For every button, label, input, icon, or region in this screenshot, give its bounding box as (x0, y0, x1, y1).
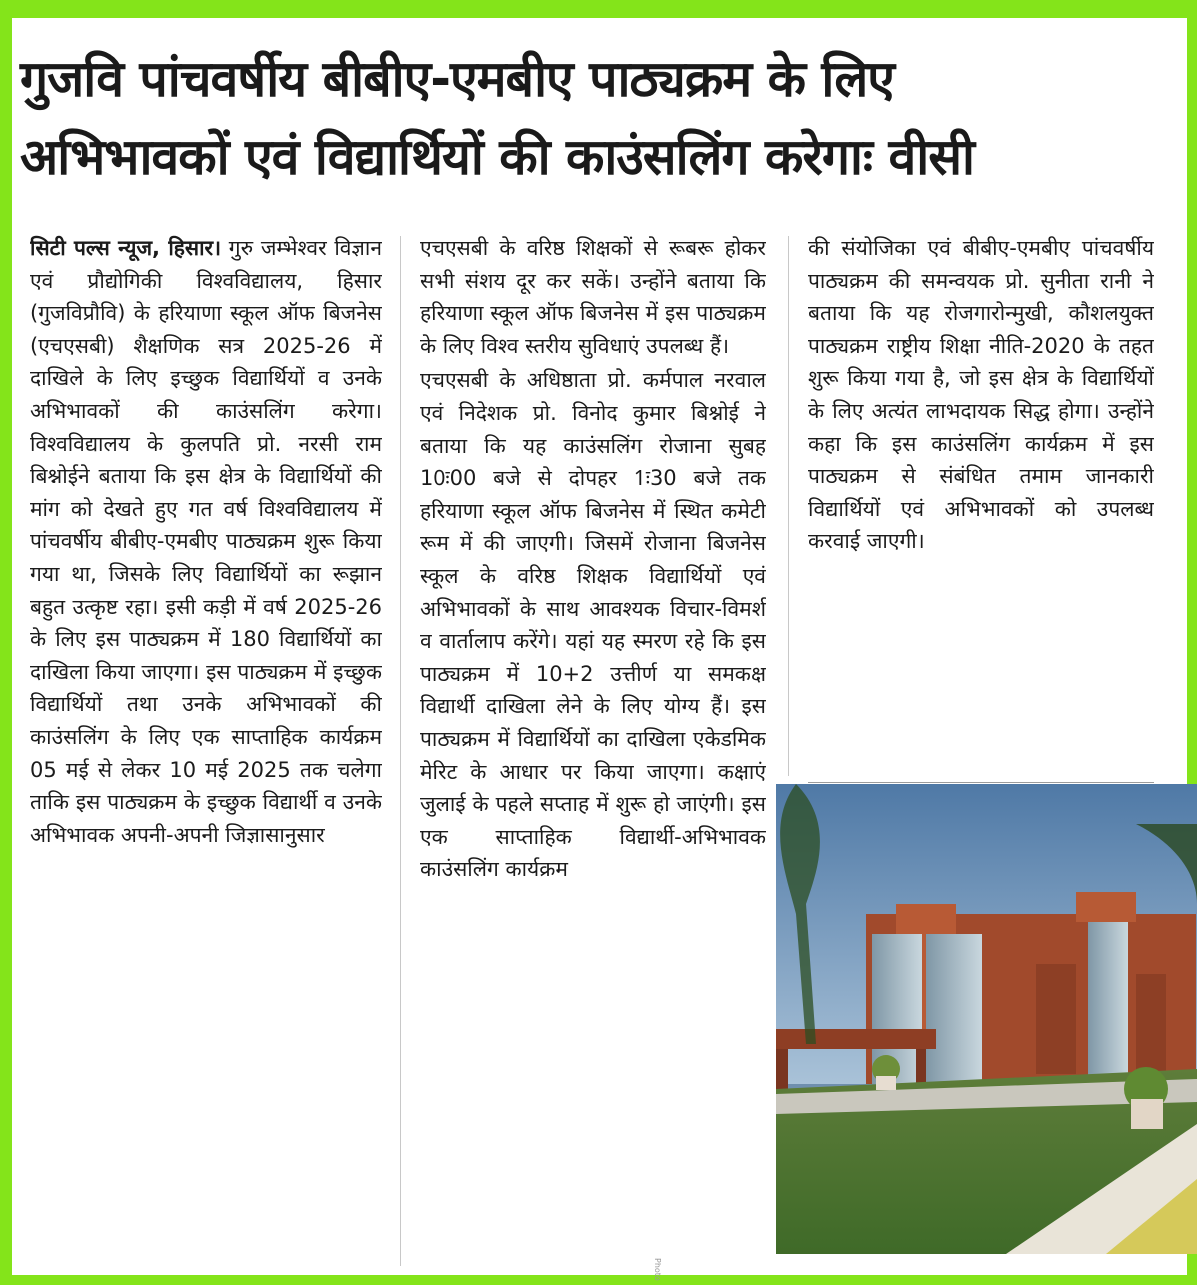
article-paragraph: एचएसबी के वरिष्ठ शिक्षकों से रूबरू होकर सभी संशय दूर कर सकें। उन्होंने बताया कि हरियाणा स्कूल ऑफ बिजनेस में इस पाठ्यक्रम के लिए विश्व स्तरीय सुविधाएं उपलब्ध हैं। (420, 236, 766, 358)
business-school-photo (776, 784, 1197, 1254)
dateline: सिटी पल्स न्यूज, हिसार। (30, 236, 222, 260)
headline-line-2: अभिभावकों एवं विद्यार्थियों की काउंसलिंग करेगाः वीसी (20, 128, 974, 186)
article-column-1 (30, 232, 382, 1282)
article-paragraph: एचएसबी के अधिष्ठाता प्रो. कर्मपाल नरवाल एवं निदेशक प्रो. विनोद कुमार बिश्नोई ने बताया कि यह काउंसलिंग रोजाना सुबह 10ः00 बजे से दोपहर 1ः30 बजे तक हरियाणा स्कूल ऑफ बिजनेस में स्थित कमेटी रूम में की जाएगी। जिसमें रोजाना बिजनेस स्कूल के वरिष्ठ शिक्षक विद्यार्थियों एवं अभिभावकों के साथ आवश्यक विचार-विमर्श व वार्तालाप करेंगे। यहां यह स्मरण रहे कि इस पाठ्यक्रम में 10+2 उत्तीर्ण या समकक्ष विद्यार्थी दाखिला लेने के लिए योग्य हैं। इस पाठ्यक्रम में विद्यार्थियों का दाखिला एकेडमिक मेरिट के आधार पर किया जाएगा। कक्षाएं जुलाई के पहले सप्ताह में शुरू हो जाएंगी। इस एक साप्ताहिक विद्यार्थी-अभिभावक काउंसलिंग कार्यक्रम (420, 368, 766, 882)
column-divider-1 (400, 236, 401, 1266)
article-paragraph (30, 232, 382, 851)
column-divider-2 (788, 236, 789, 776)
article-column-2 (420, 232, 766, 1282)
headline (20, 40, 1170, 196)
headline-line-1: गुजवि पांचवर्षीय बीबीए-एमबीए पाठ्यक्रम के लिए (20, 50, 894, 108)
article-paragraph: की संयोजिका एवं बीबीए-एमबीए पांचवर्षीय पाठ्यक्रम की समन्वयक प्रो. सुनीता रानी ने बताया कि यह रोजगारोन्मुखी, कौशलयुक्त पाठ्यक्रम राष्ट्रीय शिक्षा नीति-2020 के तहत शुरू किया गया है, जो इस क्षेत्र के विद्यार्थियों के लिए अत्यंत लाभदायक सिद्ध होगा। उन्होंने कहा कि इस काउंसलिंग कार्यक्रम में इस पाठ्यक्रम से संबंधित तमाम जानकारी विद्यार्थियों एवं अभिभावकों को उपलब्ध करवाई जाएगी। (808, 236, 1154, 554)
paragraph-text: गुरु जम्भेश्वर विज्ञान एवं प्रौद्योगिकी विश्वविद्यालय, हिसार (गुजविप्रौवि) के हरियाणा स्कूल ऑफ बिजनेस (एचएसबी) शैक्षणिक सत्र 2025-26 में दाखिले के लिए इच्छुक विद्यार्थियों व उनके अभिभावकों की काउंसलिंग करेगा। विश्वविद्यालय के कुलपति प्रो. नरसी राम बिश्नोईने बताया कि इस क्षेत्र के विद्यार्थियों की मांग को देखते हुए गत वर्ष विश्वविद्यालय में पांचवर्षीय बीबीए-एमबीए पाठ्यक्रम शुरू किया गया था, जिसके लिए विद्यार्थियों का रूझान बहुत उत्कृष्ट रहा। इसी कड़ी में वर्ष 2025-26 के लिए इस पाठ्यक्रम में 180 विद्यार्थियों का दाखिला किया जाएगा। इस पाठ्यक्रम में इच्छुक विद्यार्थियों तथा उनके अभिभावकों की काउंसलिंग के लिए एक साप्ताहिक कार्यक्रम 05 मई से लेकर 10 मई 2025 तक चलेगा ताकि इस पाठ्यक्रम के इच्छुक विद्यार्थी व उनके अभिभावक अपनी-अपनी जिज्ञासानुसार (30, 236, 382, 847)
photo-top-rule (808, 782, 1154, 783)
article-column-3 (808, 232, 1154, 762)
building-image (776, 784, 1197, 1254)
photo-credit: Photo (653, 1258, 662, 1281)
